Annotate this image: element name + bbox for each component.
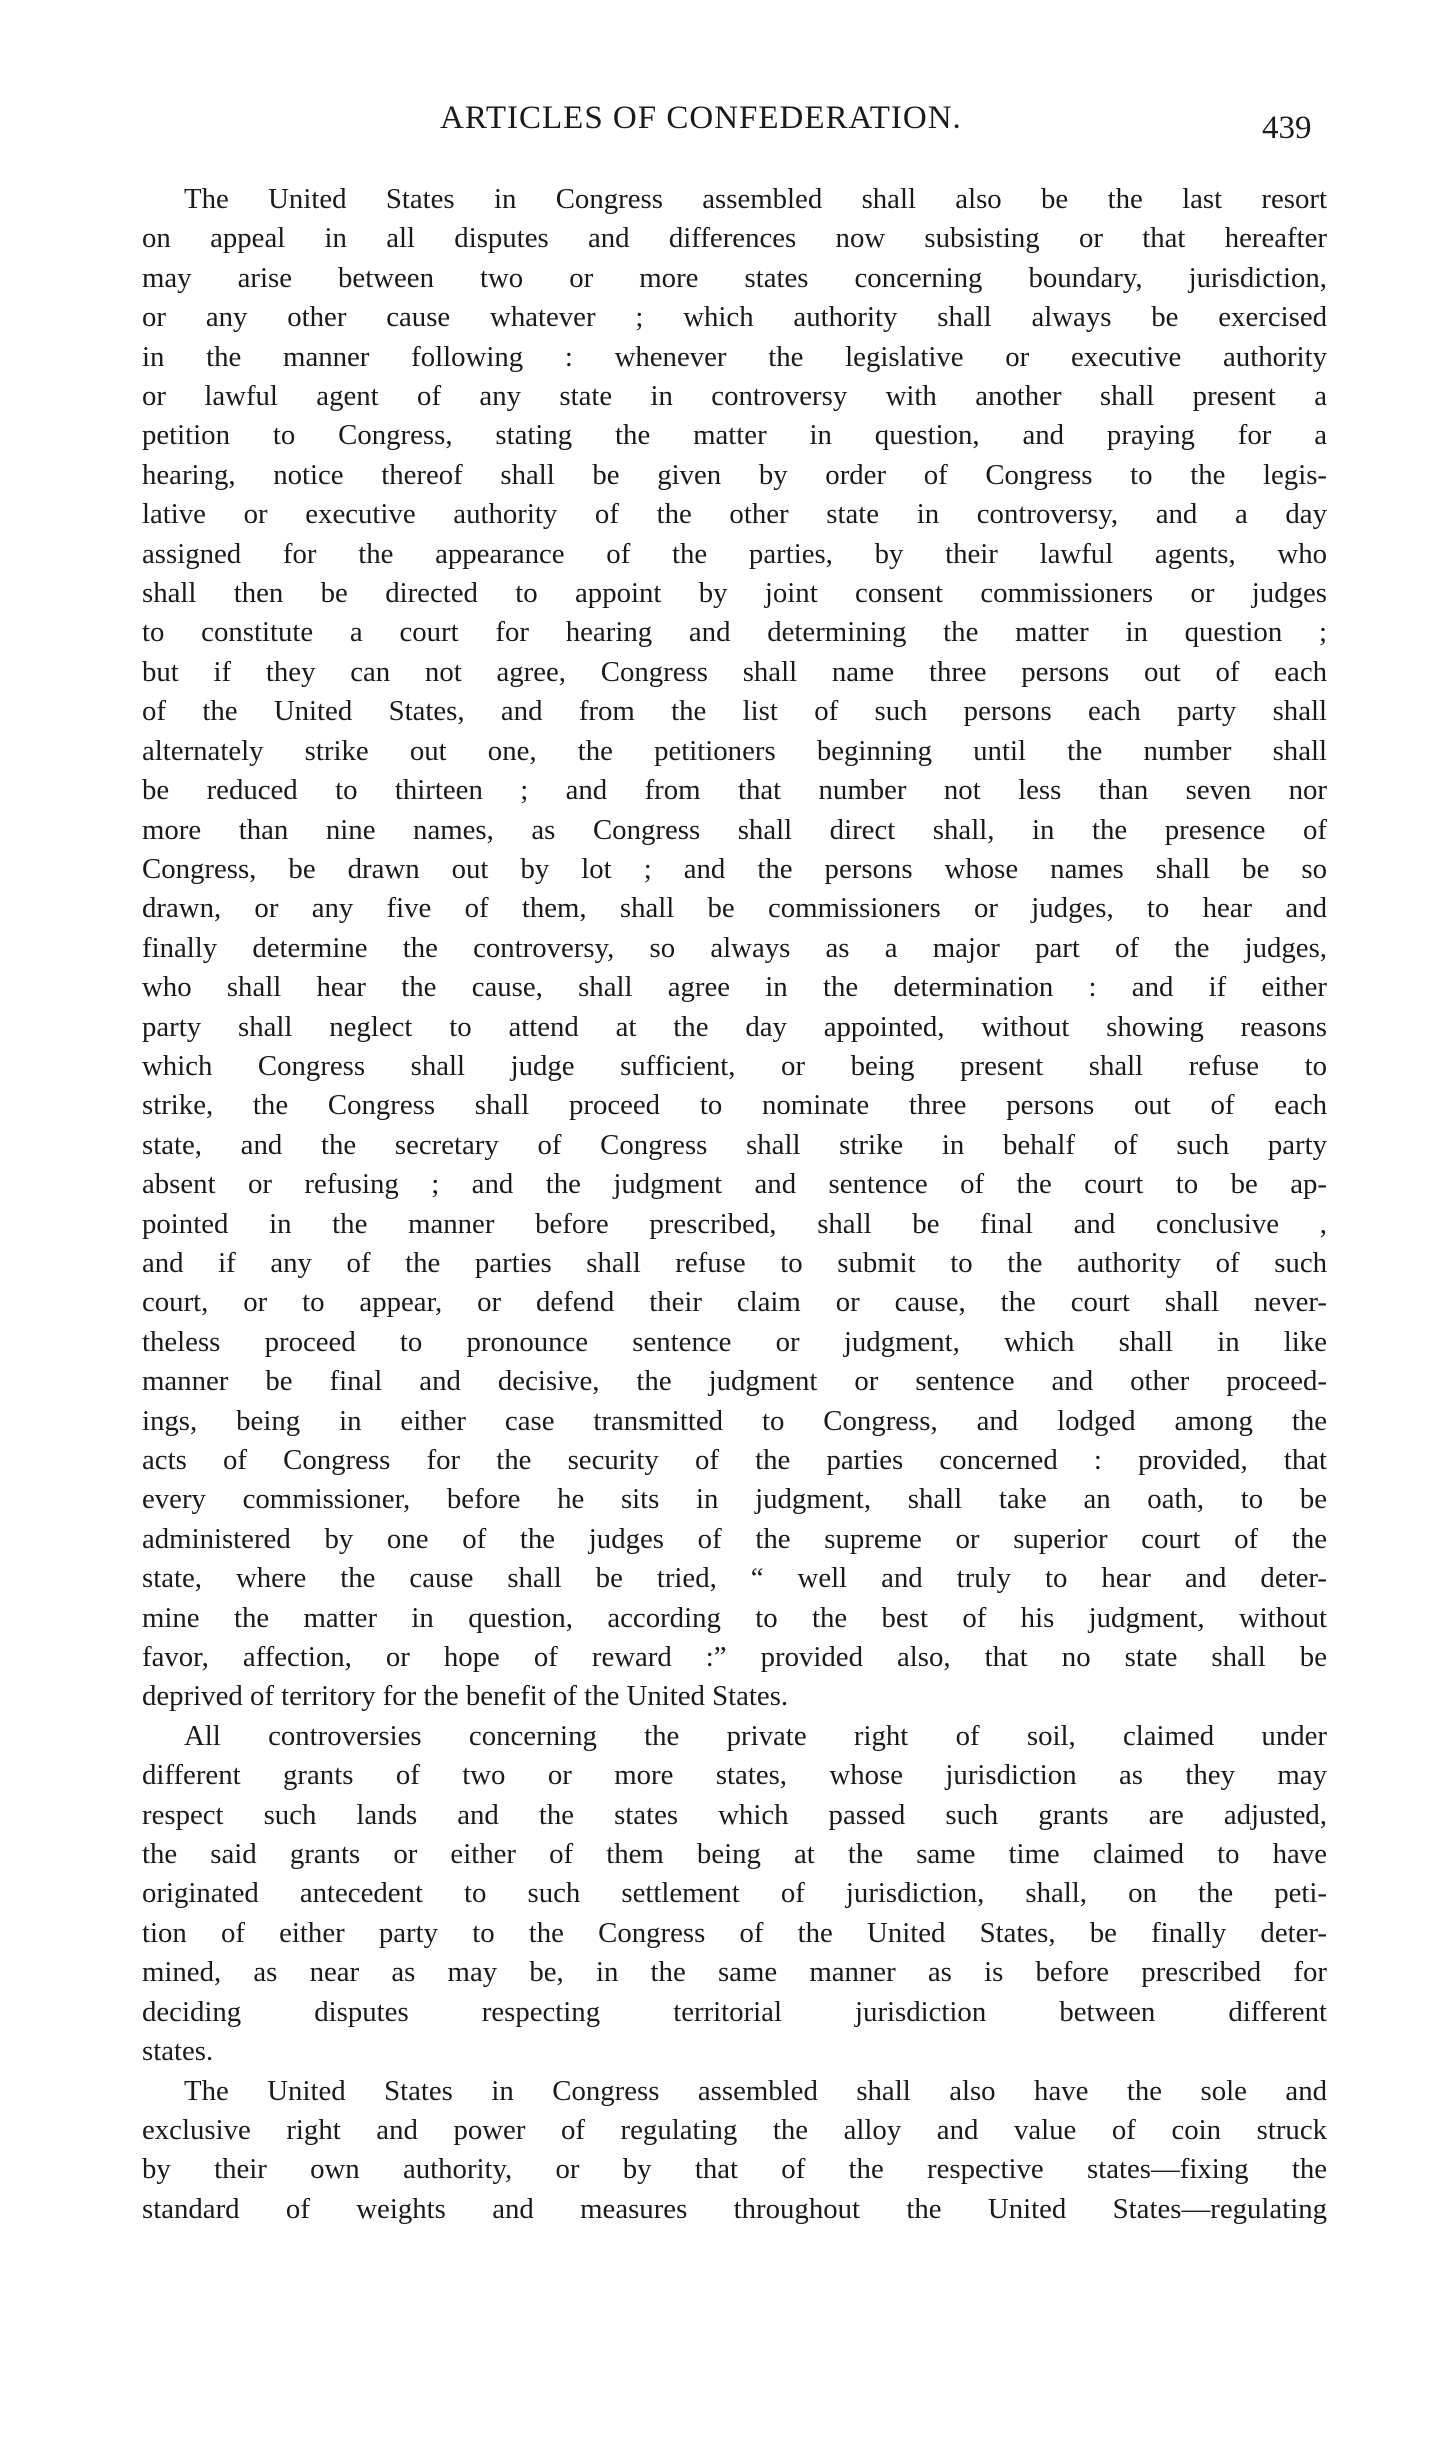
text-line: theless proceed to pronounce sentence or judgment, which shall in like [142,1325,1327,1358]
text-line: court, or to appear, or defend their claim or cause, the court shall never- [142,1286,1327,1319]
body-text [142,180,1327,2229]
text-line: of the United States, and from the list of such persons each party shall [142,695,1327,728]
text-line: respect such lands and the states which passed such grants are adjusted, [142,1798,1327,1831]
paragraph-private-right-of-soil [142,1717,1327,2072]
page-number: 439 [1262,110,1312,146]
text-line: ings, being in either case transmitted to Congress, and lodged among the [142,1404,1327,1437]
text-line: and if any of the parties shall refuse to submit to the authority of such [142,1246,1327,1279]
text-line: absent or refusing ; and the judgment and sentence of the court to be ap- [142,1168,1327,1201]
text-line: strike, the Congress shall proceed to nominate three persons out of each [142,1089,1327,1122]
text-line: may arise between two or more states concerning boundary, jurisdiction, [142,261,1327,294]
text-line: manner be final and decisive, the judgment or sentence and other proceed- [142,1365,1327,1398]
text-line: finally determine the controversy, so always as a major part of the judges, [142,931,1327,964]
text-line: The United States in Congress assembled shall also have the sole and [184,2074,1327,2107]
text-line: mined, as near as may be, in the same manner as is before prescribed for [142,1956,1327,1989]
text-line: shall then be directed to appoint by joint consent commissioners or judges [142,577,1327,610]
text-line: be reduced to thirteen ; and from that number not less than seven nor [142,774,1327,807]
text-line: hearing, notice thereof shall be given by order of Congress to the legis- [142,458,1327,491]
text-line: or any other cause whatever ; which authority shall always be exercised [142,301,1327,334]
text-line: assigned for the appearance of the parties, by their lawful agents, who [142,537,1327,570]
text-line: standard of weights and measures throughout the United States—regulating [142,2192,1327,2225]
text-line: more than nine names, as Congress shall direct shall, in the presence of [142,813,1327,846]
text-line: or lawful agent of any state in controversy with another shall present a [142,380,1327,413]
text-line: who shall hear the cause, shall agree in the determination : and if either [142,971,1327,1004]
text-line: All controversies concerning the private right of soil, claimed under [184,1719,1327,1752]
text-line: by their own authority, or by that of the respective states—fixing the [142,2153,1327,2186]
text-line: which Congress shall judge sufficient, or being present shall refuse to [142,1049,1327,1082]
text-line: pointed in the manner before prescribed, shall be final and conclusive , [142,1207,1327,1240]
text-line: originated antecedent to such settlement of jurisdiction, shall, on the peti- [142,1877,1327,1910]
text-line: drawn, or any five of them, shall be commissioners or judges, to hear and [142,892,1327,925]
text-line: the said grants or either of them being at the same time claimed to have [142,1838,1327,1871]
text-line: deciding disputes respecting territorial jurisdiction between different [142,1995,1327,2028]
text-line: alternately strike out one, the petitioners beginning until the number shall [142,734,1327,767]
running-head-title: ARTICLES OF CONFEDERATION. [440,100,962,136]
text-line: lative or executive authority of the other state in controversy, and a day [142,498,1327,531]
text-line: state, and the secretary of Congress shall strike in behalf of such party [142,1128,1327,1161]
text-line: petition to Congress, stating the matter in question, and praying for a [142,419,1327,452]
text-line: but if they can not agree, Congress shall name three persons out of each [142,655,1327,688]
text-line: state, where the cause shall be tried, “ well and truly to hear and deter- [142,1562,1327,1595]
text-line: tion of either party to the Congress of the United States, be finally deter- [142,1916,1327,1949]
text-line: on appeal in all disputes and differences now subsisting or that hereafter [142,222,1327,255]
text-line: exclusive right and power of regulating the alloy and value of coin struck [142,2113,1327,2146]
text-line: every commissioner, before he sits in judgment, shall take an oath, to be [142,1483,1327,1516]
paragraph-judicial-disputes [142,180,1327,1717]
text-line: states. [142,2035,214,2068]
text-line: in the manner following : whenever the legislative or executive authority [142,340,1327,373]
text-line: different grants of two or more states, whose jurisdiction as they may [142,1759,1327,1792]
text-line: administered by one of the judges of the supreme or superior court of the [142,1522,1327,1555]
paragraph-coinage-and-measures [142,2072,1327,2230]
text-line: The United States in Congress assembled shall also be the last resort [184,183,1327,215]
text-line: Congress, be drawn out by lot ; and the persons whose names shall be so [142,852,1327,885]
text-line: favor, affection, or hope of reward :” provided also, that no state shall be [142,1641,1327,1674]
text-line: to constitute a court for hearing and determining the matter in question ; [142,616,1327,649]
text-line: deprived of territory for the benefit of the United States. [142,1680,789,1713]
text-line: mine the matter in question, according to the best of his judgment, without [142,1601,1327,1634]
text-line: party shall neglect to attend at the day appointed, without showing reasons [142,1010,1327,1043]
text-line: acts of Congress for the security of the parties concerned : provided, that [142,1444,1327,1476]
